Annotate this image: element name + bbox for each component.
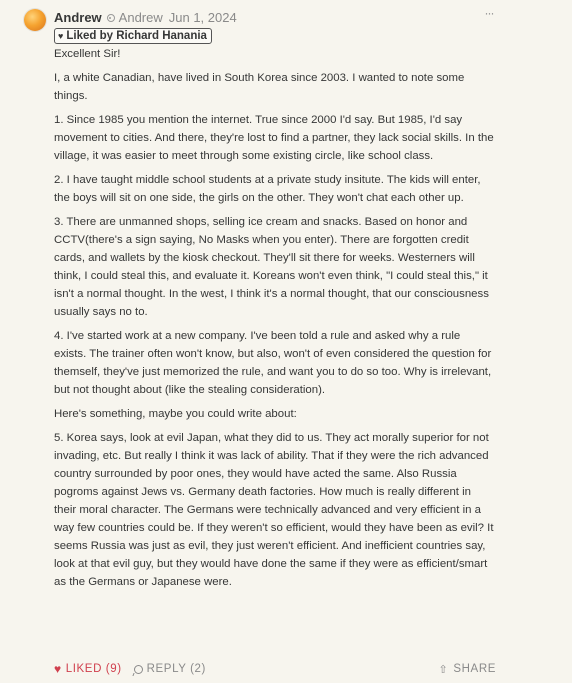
avatar[interactable] <box>24 9 46 31</box>
paragraph: I, a white Canadian, have lived in South Korea since 2003. I wanted to note some things. <box>54 72 465 102</box>
more-options-button[interactable] <box>482 6 496 20</box>
comment-actions <box>54 660 496 678</box>
author-name[interactable]: Andrew <box>54 10 102 25</box>
liked-by-label: Liked by Richard Hanania <box>66 30 207 42</box>
heart-icon: ♥ <box>58 31 64 41</box>
comment-bubble-icon <box>134 665 143 674</box>
paragraph: 1. Since 1985 you mention the internet. True since 2000 I'd say. But 1985, I'd say movement to cities. And there, they're lost to find a partner, they lack social skills. In the village, it was easier to meet through some existing circle, like school class. <box>54 114 494 162</box>
comment-text <box>54 45 494 591</box>
paragraph: 5. Korea says, look at evil Japan, what they did to us. They act morally superior for not invading, etc. But really I think it was lack of ability. That if they were the rich advanced country surrounded by poor ones, they would have acted the same. Also Russia pogroms against Jews vs. Germany death factories. How much is really different in their moral character. The Germans were technically advanced and very efficient in a way few countries could be. If they weren't so efficient, would they have been as evil? It seems Russia was just as evil, they just weren't efficient. And inefficient countries say, look at that evil guy, but they would have done the same if they were as efficient/smart as the Germans or Japanese were. <box>54 432 494 588</box>
comment-date[interactable]: Jun 1, 2024 <box>168 10 237 25</box>
share-icon: ⇧ <box>438 663 449 676</box>
share-button[interactable] <box>439 663 496 676</box>
like-button[interactable] <box>54 662 122 676</box>
reply-label: REPLY (2) <box>146 663 206 675</box>
paragraph: Here's something, maybe you could write about: <box>54 408 297 420</box>
share-label: SHARE <box>453 663 496 675</box>
comment-body <box>54 10 494 597</box>
paragraph: 4. I've started work at a new company. I've been told a rule and asked why a rule exists. The trainer often won't know, but also, won't of even considered the question for themself, they've just memorized the rule, and want you to do so too. Why is irrelevant, but not thought about (like the stealing consideration). <box>54 330 492 396</box>
comment-header <box>54 10 494 26</box>
author-handle[interactable]: Andrew <box>118 10 163 25</box>
paragraph: Excellent Sir! <box>54 48 121 60</box>
liked-by-author-badge <box>54 28 212 44</box>
like-label: LIKED (9) <box>65 663 122 675</box>
more-horizontal-icon: ··· <box>484 6 494 20</box>
paragraph: 3. There are unmanned shops, selling ice cream and snacks. Based on honor and CCTV(there's a sign saying, No Masks when you enter). There are forgotten credit cards, and wallets by the kiosk checkout. They'll sit there for weeks. Westerners will think, I could steal this, and evaluate it. Koreans won't even think, "I could steal this," it isn't a normal thought. In the west, I think it's a normal thought, that our consciousness usually says no to. <box>54 216 489 318</box>
reply-button[interactable] <box>134 663 206 675</box>
paragraph: 2. I have taught middle school students at a private study insitute. The kids will enter, the boys will sit on one side, the girls on the other. They won't chat each other up. <box>54 174 481 204</box>
heart-icon: ♥ <box>54 662 62 676</box>
subscriber-badge-icon <box>107 14 115 22</box>
